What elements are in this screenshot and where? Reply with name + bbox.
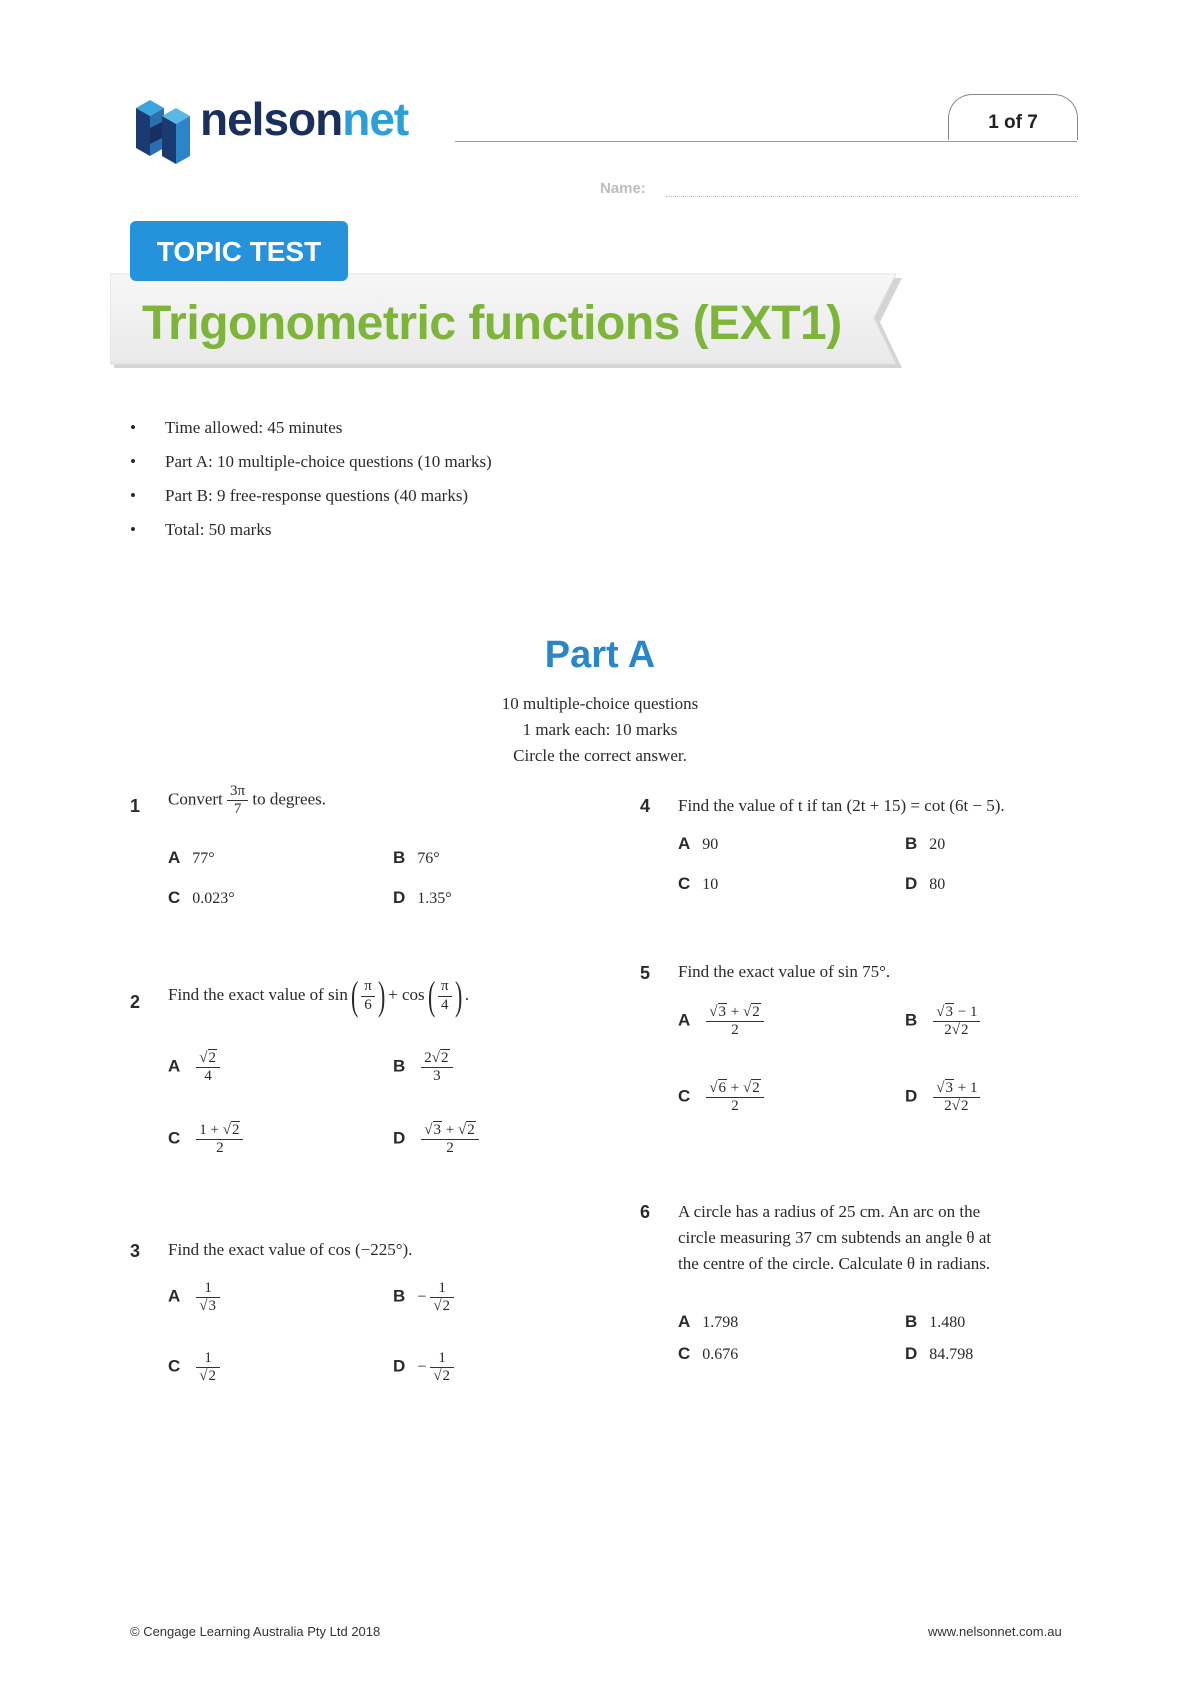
option-a[interactable]: A 77° [168,848,215,867]
info-item: • Part B: 9 free-response questions (40 marks) [130,486,469,505]
option-c[interactable]: C 10 [678,874,719,893]
question-1-text: Convert $\frac{3\pi}{7}$ to degrees. [168,783,326,818]
question-3-text: Find the exact value of cos (−225°). [168,1240,413,1259]
part-a-instruction: 1 mark each: 10 marks [522,720,678,739]
page-indicator: 1 of 7 [988,112,1038,133]
option-a[interactable]: A 90 [678,834,719,853]
option-d[interactable]: D $\frac{√3 + 1}{2√2}$ [905,1080,980,1116]
logo [132,94,198,168]
question-number: 3 [130,1241,141,1261]
option-b[interactable]: B 76° [393,848,440,867]
option-a[interactable]: A $\frac{1}{√3}$ [168,1280,220,1316]
option-d[interactable]: D − $\frac{1}{√2}$ [393,1350,454,1386]
option-b[interactable]: B $\frac{2√2}{3}$ [393,1050,453,1086]
part-a-instruction: Circle the correct answer. [513,746,687,765]
question-6-text: the centre of the circle. Calculate θ in radians. [678,1254,991,1273]
option-b[interactable]: B 20 [905,834,946,853]
option-d[interactable]: D 1.35° [393,888,452,907]
question-number: 6 [640,1202,651,1222]
topic-test-label: TOPIC TEST [156,236,322,267]
option-c[interactable]: C $\frac{√6 + √2}{2}$ [678,1080,764,1116]
header-rule [455,141,1077,142]
question-number: 2 [130,992,141,1012]
footer-copyright: © Cengage Learning Australia Pty Ltd 2018 [130,1624,381,1639]
option-c[interactable]: C 0.023° [168,888,235,907]
logo-cubes-icon [132,94,198,168]
question-number: 1 [130,796,141,816]
part-a-title: Part A [544,634,656,676]
option-c[interactable]: C $\frac{1 + √2}{2}$ [168,1122,243,1158]
page-title: Trigonometric functions (EXT1) [142,297,842,350]
option-b[interactable]: B − $\frac{1}{√2}$ [393,1280,454,1316]
option-c[interactable]: C 0.676 [678,1344,739,1363]
option-d[interactable]: D 84.798 [905,1344,974,1363]
question-number: 5 [640,963,651,983]
option-b[interactable]: B $\frac{√3 - 1}{2√2}$ [905,1004,980,1040]
option-b[interactable]: B 1.480 [905,1312,966,1331]
option-c[interactable]: C $\frac{1}{√2}$ [168,1350,220,1386]
name-label: Name: [600,180,646,197]
info-item: • Time allowed: 45 minutes [130,418,343,437]
question-5-text: Find the exact value of sin 75°. [678,962,891,981]
question-6-text: A circle has a radius of 25 cm. An arc on the [678,1202,981,1221]
option-d[interactable]: D $\frac{√3 + √2}{2}$ [393,1122,479,1158]
info-item: • Total: 50 marks [130,520,272,539]
footer-website: www.nelsonnet.com.au [928,1624,1062,1639]
question-2-text: Find the exact value of sin( $\frac{\pi}{6}$ ) + cos( $\frac{\pi}{4}$ ) . [168,973,470,1018]
name-field-line [666,196,1078,198]
info-item: • Part A: 10 multiple-choice questions (10 marks) [130,452,492,471]
logo-wordmark: nelsonnet [200,93,409,145]
option-d[interactable]: D 80 [905,874,946,893]
part-a-instruction: 10 multiple-choice questions [501,694,699,713]
option-a[interactable]: A $\frac{√2}{4}$ [168,1050,220,1086]
option-a[interactable]: A 1.798 [678,1312,739,1331]
option-a[interactable]: A $\frac{√3 + √2}{2}$ [678,1004,764,1040]
question-number: 4 [640,796,651,816]
question-6-text: circle measuring 37 cm subtends an angle θ at [678,1228,992,1247]
question-4-text: Find the value of t if tan (2t + 15) = cot (6t − 5). [678,796,1005,815]
